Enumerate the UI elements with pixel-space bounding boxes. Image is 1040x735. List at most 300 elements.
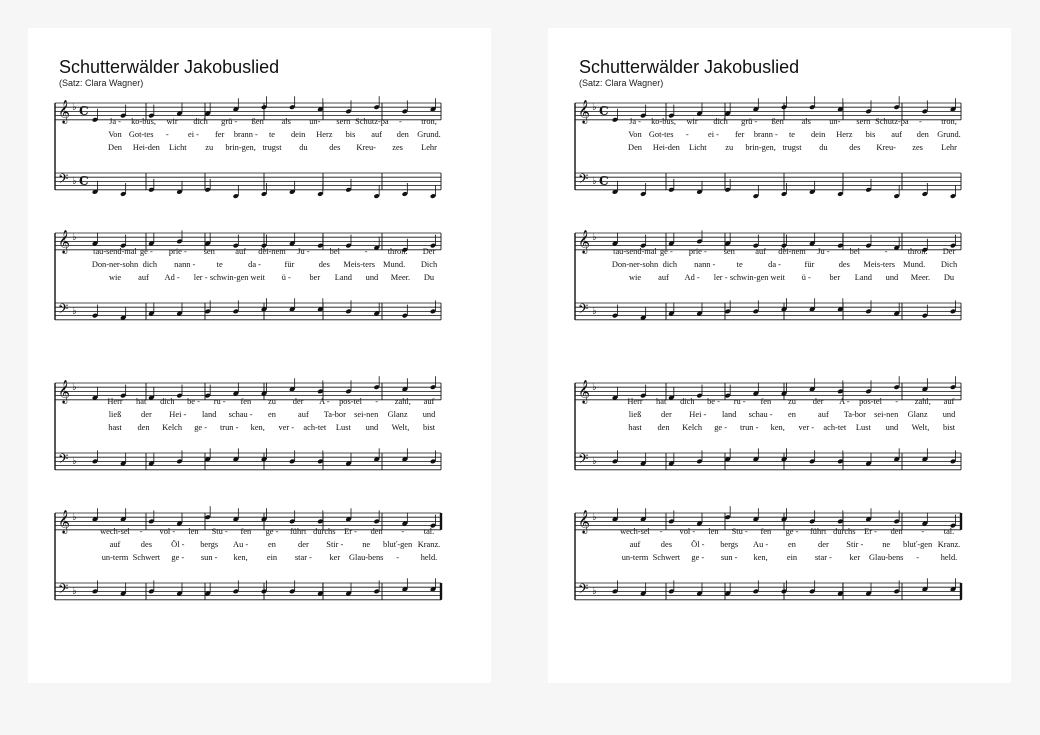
- music-system-1: [575, 98, 961, 203]
- lyric-syllable: den: [890, 527, 903, 536]
- lyric-syllable: pos-tel: [339, 397, 362, 406]
- lyric-syllable: bis: [865, 130, 876, 139]
- lyric-line-verse-1: [575, 246, 961, 257]
- lyric-syllable: sen: [723, 247, 735, 256]
- lyric-syllable: ker: [849, 553, 861, 562]
- treble-clef-icon: 𝄞: [58, 379, 70, 403]
- lyric-syllable: -: [396, 553, 399, 562]
- lyric-syllable: durchs: [313, 527, 336, 536]
- song-title: Schutterwälder Jakobuslied: [579, 57, 800, 77]
- lyric-syllable: Ju -: [297, 247, 310, 256]
- lyric-line-verse-3: [55, 272, 441, 283]
- lyric-syllable: da -: [248, 260, 261, 269]
- lyric-line-verse-1: [575, 396, 961, 407]
- lyric-syllable: Lehr: [421, 143, 437, 152]
- lyric-syllable: als: [281, 117, 291, 126]
- lyric-syllable: Öl -: [691, 540, 705, 549]
- lyric-syllable: vol -: [679, 527, 696, 536]
- lyric-syllable: ge -: [265, 527, 279, 536]
- lyric-syllable: ler -: [713, 273, 728, 282]
- bass-staff: [575, 453, 961, 470]
- lyric-syllable: len: [188, 527, 199, 536]
- lyric-syllable: ken,: [770, 423, 785, 432]
- lyric-syllable: grü -: [741, 117, 758, 126]
- lyric-syllable: zes: [912, 143, 923, 152]
- lyric-syllable: Stu -: [731, 527, 748, 536]
- lyric-syllable: Ja -: [109, 117, 121, 126]
- lyric-syllable: dein: [290, 130, 306, 139]
- lyric-syllable: ge -: [785, 527, 799, 536]
- bass-staff: [55, 583, 441, 600]
- lyric-syllable: schau -: [228, 410, 253, 419]
- lyric-syllable: der: [141, 410, 152, 419]
- lyric-syllable: prie -: [168, 247, 187, 256]
- music-system-1: [55, 98, 441, 203]
- lyric-syllable: Schwert: [132, 553, 161, 562]
- lyric-syllable: -: [139, 527, 143, 536]
- lyric-syllable: ge -: [139, 247, 153, 256]
- music-system-4: [575, 508, 961, 613]
- lyric-syllable: un-term: [101, 553, 129, 562]
- lyric-syllable: Herz: [836, 130, 853, 139]
- lyric-syllable: und: [885, 423, 899, 432]
- lyric-syllable: held.: [420, 553, 438, 562]
- bass-clef-icon: 𝄢: [578, 581, 589, 600]
- lyric-syllable: ru -: [213, 397, 226, 406]
- bass-staff: [55, 173, 441, 190]
- lyric-syllable: Meer.: [390, 273, 411, 282]
- bass-staff: [575, 583, 961, 600]
- lyric-syllable: fen: [240, 397, 252, 406]
- flat-key-icon: ♭: [592, 306, 597, 317]
- lyric-syllable: land: [721, 410, 737, 419]
- treble-clef-icon: 𝄞: [578, 229, 590, 253]
- lyric-syllable: auf: [755, 247, 766, 256]
- lyric-syllable: en: [268, 410, 276, 419]
- lyric-syllable: Lehr: [941, 143, 957, 152]
- lyric-syllable: ein: [266, 553, 278, 562]
- flat-key-icon: ♭: [72, 176, 77, 187]
- lyric-syllable: dich: [142, 260, 158, 269]
- lyric-syllable: auf: [235, 247, 246, 256]
- lyric-syllable: Hei-den: [132, 143, 160, 152]
- common-time-icon: C: [79, 174, 89, 188]
- lyric-syllable: fer: [215, 130, 225, 139]
- lyric-syllable: Glau-bens: [348, 553, 384, 562]
- lyric-syllable: Ta-bor: [323, 410, 346, 419]
- lyric-syllable: wir: [166, 117, 178, 126]
- lyric-syllable: tau-send-mal: [613, 247, 657, 256]
- lyric-syllable: ler -: [193, 273, 208, 282]
- lyric-syllable: tau-send-mal: [93, 247, 137, 256]
- lyric-syllable: zes: [392, 143, 403, 152]
- lyric-syllable: du: [299, 143, 308, 152]
- lyric-syllable: Glanz: [907, 410, 928, 419]
- lyric-syllable: te: [788, 130, 796, 139]
- lyric-syllable: Meis-ters: [343, 260, 376, 269]
- lyric-syllable: des: [329, 143, 341, 152]
- flat-key-icon: ♭: [72, 512, 77, 523]
- lyric-syllable: Don-ner-sohn: [91, 260, 139, 269]
- lyric-syllable: ver -: [798, 423, 815, 432]
- lyric-syllable: des: [140, 540, 152, 549]
- lyric-syllable: dein: [810, 130, 826, 139]
- lyric-syllable: trun -: [739, 423, 759, 432]
- lyric-syllable: hat: [656, 397, 667, 406]
- lyric-syllable: und: [365, 423, 379, 432]
- treble-clef-icon: 𝄞: [58, 509, 70, 533]
- lyric-syllable: hast: [628, 423, 642, 432]
- lyric-syllable: -: [401, 527, 405, 536]
- lyric-syllable: Got-tes: [648, 130, 674, 139]
- lyric-syllable: für: [804, 260, 815, 269]
- lyric-syllable: den: [916, 130, 929, 139]
- lyric-syllable: Mund.: [383, 260, 406, 269]
- lyric-syllable: auf: [109, 540, 121, 549]
- lyric-syllable: grü -: [221, 117, 238, 126]
- lyric-syllable: Den: [108, 143, 122, 152]
- lyric-syllable: tron,: [941, 117, 957, 126]
- lyric-syllable: -: [895, 397, 899, 406]
- bass-clef-icon: 𝄢: [58, 301, 69, 320]
- lyric-syllable: dich: [662, 260, 678, 269]
- lyric-syllable: ker: [329, 553, 341, 562]
- lyric-line-verse-1: [575, 526, 961, 537]
- lyric-syllable: ü -: [801, 273, 811, 282]
- music-system-2: [575, 228, 961, 333]
- lyric-syllable: Herr: [107, 397, 123, 406]
- lyric-syllable: Er -: [344, 527, 357, 536]
- lyric-syllable: be -: [187, 397, 200, 406]
- lyric-syllable: -: [399, 117, 402, 126]
- lyric-syllable: Grund.: [417, 130, 441, 139]
- lyric-syllable: tron,: [421, 117, 437, 126]
- lyric-line-verse-3: [55, 142, 441, 153]
- lyric-syllable: und: [885, 273, 899, 282]
- right-page: [548, 28, 1011, 683]
- treble-clef-icon: 𝄞: [578, 509, 590, 533]
- lyric-syllable: dei-nem: [778, 247, 806, 256]
- lyric-syllable: dich: [713, 117, 728, 126]
- lyric-syllable: weit: [250, 273, 265, 282]
- lyric-syllable: ach-tet: [823, 423, 847, 432]
- lyric-syllable: Kelch: [682, 423, 703, 432]
- lyric-syllable: Der: [422, 247, 436, 256]
- lyric-syllable: ach-tet: [303, 423, 327, 432]
- left-page: [28, 28, 491, 683]
- lyric-syllable: -: [921, 527, 925, 536]
- lyric-syllable: trugst: [262, 143, 282, 152]
- lyric-syllable: te: [268, 130, 276, 139]
- lyric-syllable: bel: [329, 247, 340, 256]
- lyric-syllable: sei-nen: [354, 410, 379, 419]
- lyric-line-verse-3: [575, 422, 961, 433]
- lyric-line-verse-1: [55, 116, 441, 127]
- lyric-syllable: ge -: [691, 553, 705, 562]
- lyric-syllable: en: [788, 410, 796, 419]
- lyric-syllable: auf: [943, 397, 955, 406]
- lyric-syllable: Er -: [864, 527, 877, 536]
- flat-key-icon: ♭: [592, 382, 597, 393]
- flat-key-icon: ♭: [592, 586, 597, 597]
- lyric-line-verse-3: [55, 422, 441, 433]
- lyric-syllable: der: [812, 397, 824, 406]
- lyric-syllable: sern: [336, 117, 351, 126]
- lyric-syllable: auf: [891, 130, 903, 139]
- lyric-syllable: und: [365, 273, 379, 282]
- lyric-syllable: ei -: [188, 130, 199, 139]
- lyric-syllable: der: [818, 540, 829, 549]
- lyric-syllable: brann -: [753, 130, 778, 139]
- lyric-syllable: Schutz-pa: [875, 117, 909, 126]
- bass-staff: [575, 173, 961, 190]
- lyric-syllable: schau -: [748, 410, 773, 419]
- lyric-syllable: hat: [136, 397, 147, 406]
- lyric-syllable: des: [660, 540, 672, 549]
- arrangement-credit: (Satz: Clara Wagner): [579, 78, 664, 88]
- lyric-syllable: Öl -: [171, 540, 185, 549]
- lyric-syllable: Glanz: [387, 410, 408, 419]
- lyric-syllable: auf: [423, 397, 435, 406]
- flat-key-icon: ♭: [592, 232, 597, 243]
- lyric-syllable: des: [318, 260, 330, 269]
- lyric-syllable: trun -: [219, 423, 239, 432]
- lyric-syllable: A -: [839, 397, 850, 406]
- lyric-syllable: fen: [760, 397, 772, 406]
- lyric-syllable: ber: [309, 273, 321, 282]
- lyric-syllable: sern: [856, 117, 871, 126]
- lyric-syllable: en: [788, 540, 796, 549]
- lyric-syllable: auf: [298, 410, 309, 419]
- lyric-syllable: Au -: [753, 540, 769, 549]
- lyric-syllable: wech-sel: [620, 527, 650, 536]
- lyric-syllable: -: [165, 130, 169, 139]
- lyric-syllable: Dich: [940, 260, 958, 269]
- lyric-line-verse-3: [575, 272, 961, 283]
- lyric-syllable: ßen: [251, 117, 264, 126]
- lyric-syllable: Welt,: [911, 423, 930, 432]
- bass-clef-icon: 𝄢: [578, 301, 589, 320]
- lyric-syllable: A -: [319, 397, 330, 406]
- lyric-syllable: te: [736, 260, 743, 269]
- lyric-syllable: dich: [160, 397, 175, 406]
- treble-clef-icon: 𝄞: [58, 229, 70, 253]
- lyric-syllable: brann -: [233, 130, 258, 139]
- bass-clef-icon: 𝄢: [58, 171, 69, 190]
- lyric-syllable: zahl,: [394, 397, 411, 406]
- lyric-syllable: star -: [814, 553, 832, 562]
- lyric-syllable: Stir -: [326, 540, 344, 549]
- lyric-syllable: bist: [942, 423, 956, 432]
- music-system-3: [575, 378, 961, 483]
- lyric-syllable: ver -: [278, 423, 295, 432]
- lyric-syllable: -: [884, 247, 888, 256]
- bass-clef-icon: 𝄢: [578, 171, 589, 190]
- lyric-syllable: ge -: [194, 423, 208, 432]
- lyric-syllable: Von: [628, 130, 642, 139]
- lyric-syllable: Den: [628, 143, 642, 152]
- lyric-syllable: zu: [725, 143, 734, 152]
- lyric-syllable: ge -: [659, 247, 673, 256]
- lyric-syllable: auf: [138, 273, 149, 282]
- lyric-syllable: Au -: [233, 540, 249, 549]
- lyric-syllable: len: [708, 527, 719, 536]
- lyric-syllable: zu: [205, 143, 214, 152]
- lyric-syllable: dich: [193, 117, 208, 126]
- flat-key-icon: ♭: [592, 456, 597, 467]
- lyric-syllable: held.: [940, 553, 958, 562]
- lyric-syllable: Lust: [855, 423, 871, 432]
- lyric-syllable: Ta-bor: [843, 410, 866, 419]
- lyric-line-verse-3: [575, 552, 961, 563]
- lyric-syllable: Stu -: [211, 527, 228, 536]
- lyric-syllable: Von: [108, 130, 122, 139]
- lyric-syllable: -: [685, 130, 689, 139]
- lyric-syllable: hast: [108, 423, 122, 432]
- lyric-syllable: den: [370, 527, 383, 536]
- lyric-syllable: führt: [810, 527, 827, 536]
- lyric-syllable: Du: [943, 273, 955, 282]
- lyric-syllable: ne: [882, 540, 891, 549]
- lyric-syllable: Kelch: [162, 423, 183, 432]
- lyric-syllable: für: [284, 260, 295, 269]
- lyric-syllable: wie: [108, 273, 122, 282]
- lyric-syllable: führt: [290, 527, 307, 536]
- treble-clef-icon: 𝄞: [578, 99, 590, 123]
- lyric-syllable: Got-tes: [128, 130, 154, 139]
- lyric-syllable: fen: [240, 527, 252, 536]
- flat-key-icon: ♭: [72, 456, 77, 467]
- lyric-syllable: fer: [735, 130, 745, 139]
- lyric-syllable: Kranz.: [417, 540, 441, 549]
- lyric-syllable: tal.: [423, 527, 435, 536]
- lyric-syllable: bluť-gen: [903, 540, 933, 549]
- lyric-syllable: brin-gen,: [225, 143, 256, 152]
- lyric-syllable: star -: [294, 553, 312, 562]
- lyric-syllable: zahl,: [914, 397, 931, 406]
- bass-clef-icon: 𝄢: [578, 451, 589, 470]
- lyric-syllable: Herr: [627, 397, 643, 406]
- lyric-syllable: und: [942, 410, 956, 419]
- lyric-syllable: Grund.: [937, 130, 961, 139]
- lyric-syllable: den: [657, 423, 670, 432]
- lyric-syllable: Ad -: [684, 273, 700, 282]
- lyric-syllable: be -: [707, 397, 720, 406]
- lyric-syllable: auf: [658, 273, 669, 282]
- music-system-4: [55, 508, 441, 613]
- lyric-syllable: ließ: [108, 410, 122, 419]
- common-time-icon: C: [79, 104, 89, 118]
- lyric-syllable: Schwert: [652, 553, 681, 562]
- lyric-syllable: Land: [854, 273, 872, 282]
- lyric-syllable: des: [849, 143, 861, 152]
- lyric-syllable: Lust: [335, 423, 351, 432]
- lyric-syllable: thron.: [387, 247, 408, 256]
- lyric-syllable: weit: [770, 273, 785, 282]
- lyric-syllable: -: [919, 117, 922, 126]
- lyric-syllable: ko-bus,: [651, 117, 676, 126]
- bass-clef-icon: 𝄢: [58, 451, 69, 470]
- music-system-2: [55, 228, 441, 333]
- bass-staff: [55, 303, 441, 320]
- lyric-syllable: schwin-gen: [729, 273, 769, 282]
- lyric-syllable: ko-bus,: [131, 117, 156, 126]
- lyric-syllable: ken,: [233, 553, 248, 562]
- lyric-syllable: ne: [362, 540, 371, 549]
- lyric-syllable: ken,: [753, 553, 768, 562]
- lyric-syllable: wech-sel: [100, 527, 130, 536]
- lyric-syllable: dei-nem: [258, 247, 286, 256]
- lyric-syllable: den: [137, 423, 150, 432]
- lyric-syllable: brin-gen,: [745, 143, 776, 152]
- lyric-syllable: bel: [849, 247, 860, 256]
- lyric-syllable: un-: [829, 117, 841, 126]
- lyric-syllable: ge -: [171, 553, 185, 562]
- lyric-syllable: te: [216, 260, 223, 269]
- lyric-syllable: Du: [423, 273, 435, 282]
- lyric-line-verse-2: [55, 409, 441, 420]
- lyric-line-verse-1: [55, 526, 441, 537]
- bass-staff: [55, 453, 441, 470]
- lyric-syllable: durchs: [833, 527, 856, 536]
- lyric-line-verse-2: [55, 539, 441, 550]
- flat-key-icon: ♭: [72, 586, 77, 597]
- lyric-line-verse-2: [55, 259, 441, 270]
- lyric-syllable: Kreu-: [876, 143, 896, 152]
- lyric-syllable: der: [298, 540, 309, 549]
- lyric-syllable: wir: [686, 117, 698, 126]
- lyric-syllable: thron.: [907, 247, 928, 256]
- lyric-syllable: ru -: [733, 397, 746, 406]
- lyric-syllable: sen: [203, 247, 215, 256]
- lyric-syllable: Herz: [316, 130, 333, 139]
- lyric-syllable: du: [819, 143, 828, 152]
- lyric-line-verse-3: [55, 552, 441, 563]
- lyric-syllable: Stir -: [846, 540, 864, 549]
- lyric-syllable: un-: [309, 117, 321, 126]
- lyric-syllable: sei-nen: [874, 410, 899, 419]
- lyric-syllable: Don-ner-sohn: [611, 260, 659, 269]
- lyric-syllable: auf: [371, 130, 383, 139]
- music-system-3: [55, 378, 441, 483]
- treble-clef-icon: 𝄞: [578, 379, 590, 403]
- lyric-line-verse-1: [55, 396, 441, 407]
- lyric-syllable: bist: [422, 423, 436, 432]
- lyric-syllable: prie -: [688, 247, 707, 256]
- lyric-line-verse-3: [575, 142, 961, 153]
- lyric-syllable: Welt,: [391, 423, 410, 432]
- lyric-syllable: Land: [334, 273, 352, 282]
- lyric-syllable: Meis-ters: [863, 260, 896, 269]
- lyric-syllable: Meer.: [910, 273, 931, 282]
- lyric-line-verse-2: [575, 539, 961, 550]
- lyric-syllable: des: [838, 260, 850, 269]
- song-title: Schutterwälder Jakobuslied: [59, 57, 280, 77]
- lyric-line-verse-2: [575, 259, 961, 270]
- lyric-syllable: bergs: [200, 540, 219, 549]
- lyric-syllable: fen: [760, 527, 772, 536]
- lyric-syllable: nann -: [174, 260, 196, 269]
- lyric-syllable: da -: [768, 260, 781, 269]
- lyric-syllable: auf: [818, 410, 829, 419]
- lyric-line-verse-1: [575, 116, 961, 127]
- lyric-syllable: trugst: [782, 143, 802, 152]
- lyric-syllable: bergs: [720, 540, 739, 549]
- lyric-syllable: der: [292, 397, 304, 406]
- lyric-syllable: wie: [628, 273, 642, 282]
- lyric-syllable: Ju -: [817, 247, 830, 256]
- flat-key-icon: ♭: [72, 102, 77, 113]
